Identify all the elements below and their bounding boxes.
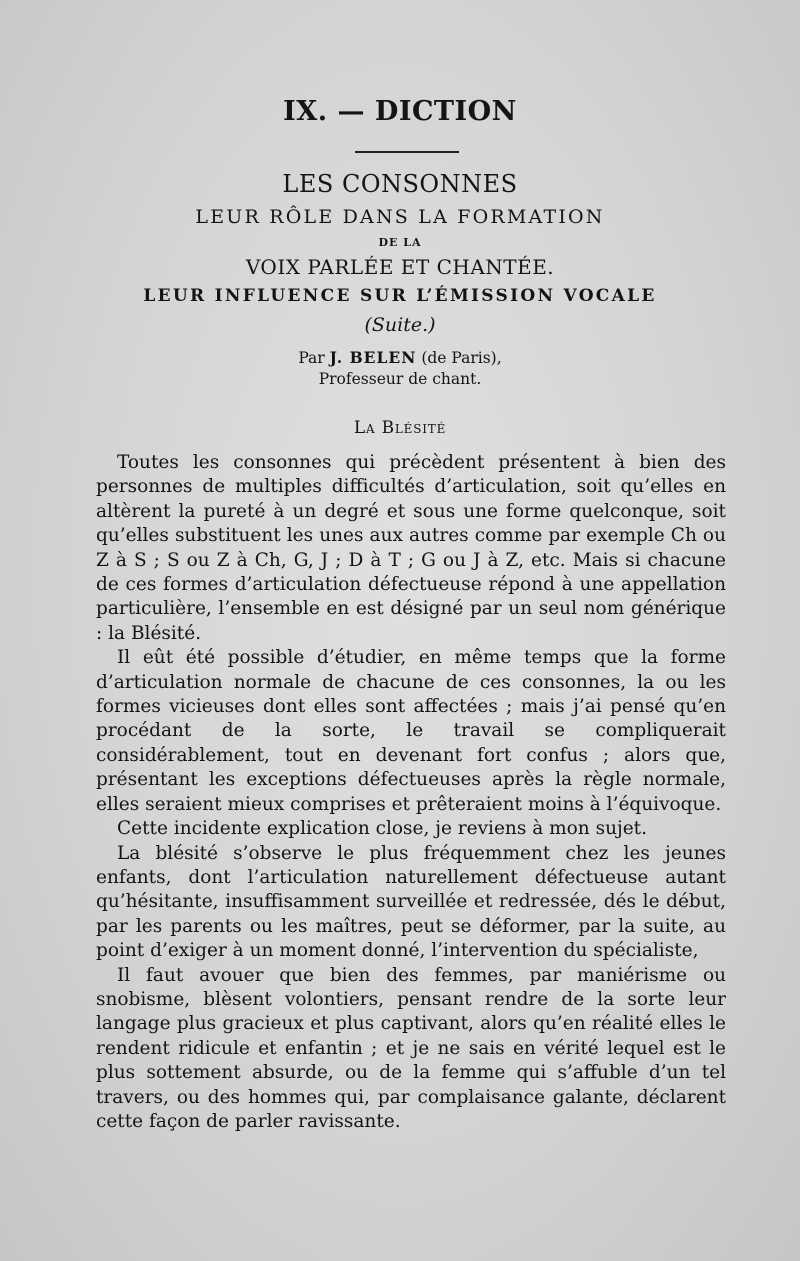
article-subtitle-line2: DE LA bbox=[378, 236, 422, 249]
paragraph: Toutes les consonnes qui précèdent présentent à bien des personnes de multiples difficultés d’articulation, soit qu’elles en altèrent la pureté à un degré et sous une forme quelconque, soit qu’elles substituent les unes aux autres comme par exemple Ch ou Z à S ; S ou Z à Ch, G, J ; D à T ; G ou J à Z, etc. Mais si chacune de ces formes d’articulation défectueuse répond à une appellation particulière, l’ensemble en est désigné par un seul nom générique : la Blésité. bbox=[96, 452, 726, 644]
article-subtitle-line1: LEUR RÔLE DANS LA FORMATION bbox=[195, 206, 605, 228]
section-title: IX. — DICTION bbox=[283, 96, 517, 127]
subsection-title-text: La Blésité bbox=[353, 418, 447, 438]
author-suffix: (de Paris), bbox=[421, 349, 502, 367]
author-role: Professeur de chant. bbox=[318, 370, 482, 388]
article-body bbox=[96, 451, 726, 1134]
subsection-title bbox=[0, 418, 800, 438]
author-prefix: Par bbox=[298, 349, 325, 367]
paragraph: La blésité s’observe le plus fréquemment chez les jeunes enfants, dont l’articulation naturellement défectueuse autant qu’hésitante, insuffisamment surveillée et redressée, dés le début, par les parents ou les maîtres, peut se déformer, par la suite, au point d’exiger à un moment donné, l’intervention du spécialiste, bbox=[96, 842, 726, 962]
title-rule bbox=[355, 151, 459, 153]
author-name: J. BELEN bbox=[329, 348, 417, 367]
article-suite: (Suite.) bbox=[364, 314, 436, 336]
article-subtitle-line3: VOIX PARLÉE ET CHANTÉE. bbox=[245, 255, 555, 279]
author-line bbox=[0, 348, 800, 367]
paragraph: Cette incidente explication close, je reviens à mon sujet. bbox=[117, 818, 647, 840]
article-title: LES CONSONNES bbox=[282, 170, 518, 198]
paragraph: Il faut avouer que bien des femmes, par maniérisme ou snobisme, blèsent volontiers, pensant rendre de la sorte leur langage plus gracieux et plus captivant, alors qu’en réalité elles le rendent ridicule et enfantin ; et je ne sais en vérité lequel est le plus sottement absurde, ou de la femme qui s’affuble d’un tel travers, ou des hommes qui, par complaisance galante, déclarent cette façon de parler ravissante. bbox=[96, 964, 726, 1132]
paragraph: Il eût été possible d’étudier, en même temps que la forme d’articulation normale de chacune de ces consonnes, la ou les formes vicieuses dont elles sont affectées ; mais j’ai pensé qu’en procédant de la sorte, le travail se compliquerait considérablement, tout en devenant fort confus ; alors que, présentant les exceptions défectueuses après la règle normale, elles seraient mieux comprises et prêteraient moins à l’équivoque. bbox=[96, 647, 726, 815]
article-subtitle-line4: LEUR INFLUENCE SUR L’ÉMISSION VOCALE bbox=[143, 286, 657, 306]
